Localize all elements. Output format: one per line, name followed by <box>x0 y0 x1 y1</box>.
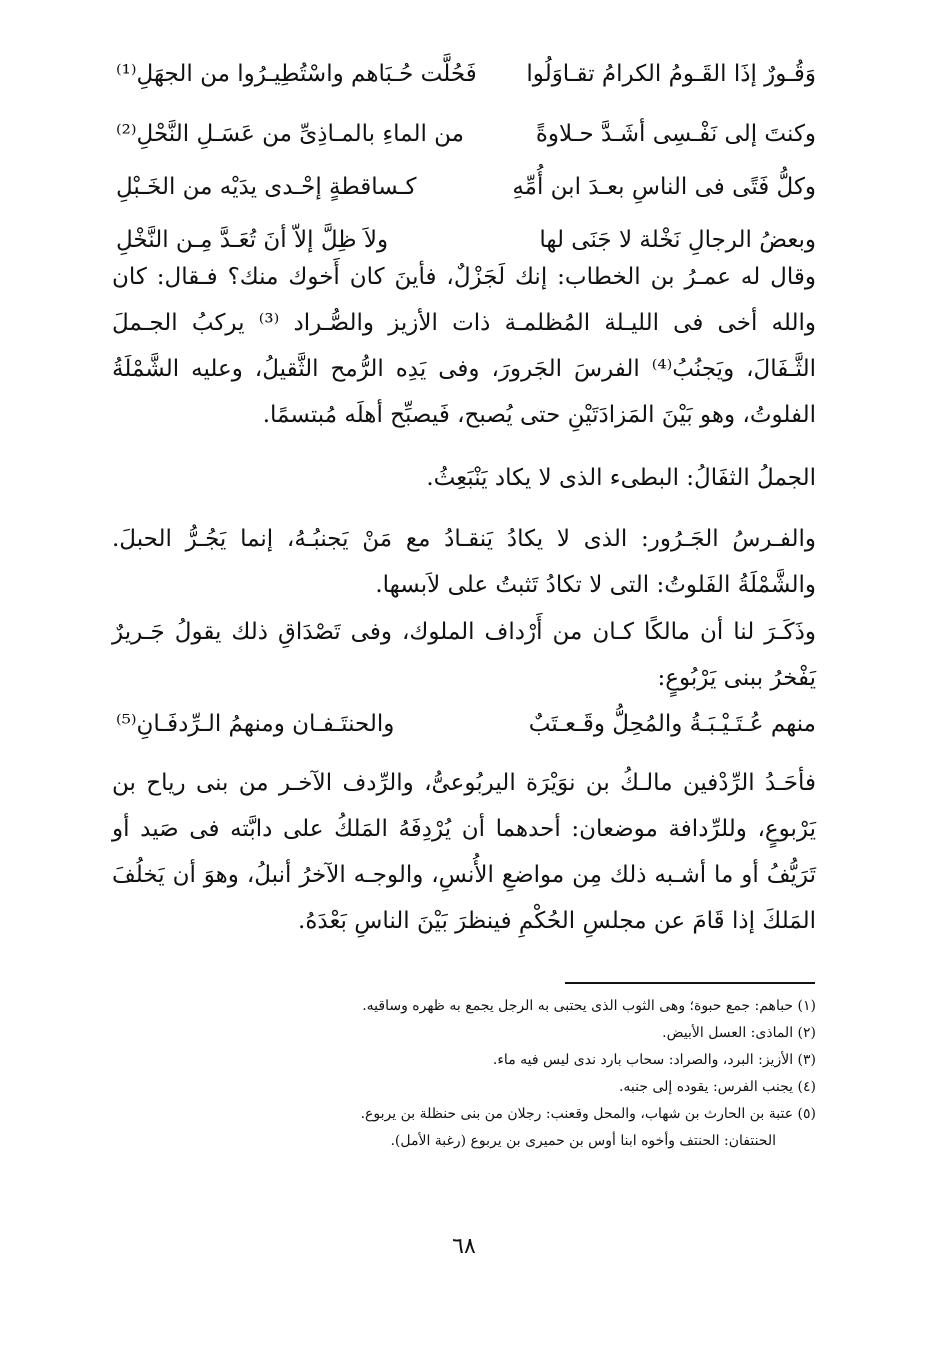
body-paragraph: وقال له عمـرُ بن الخطاب: إنك لَجَزْلٌ، فأينَ كان أَخوك منك؟ فـقال: كان والله أخى فى الليـلة المُظلمـة ذات الأزيز والصُّـراد ⁽³⁾ يركبُ الجـملَ الثَّـفَالَ، ويَجنُبُ⁽⁴⁾ الفرسَ الجَرورَ، وفى يَدِه الرُّمح الثَّقيلُ، وعليه الشَّمْلَةُ الفلوتُ، وهو بَيْنَ المَزادَتَيْنِ حتى يُصبح، فَيصبِّح أهلَه مُبتسمًا. <box>112 264 816 428</box>
page-number: ٦٨ <box>452 1234 476 1259</box>
verse-first-hemistich: وَقُـورٌ إذَا القَـومُ الكرامُ تقـاوَلُوا <box>526 61 816 87</box>
verse-line <box>116 165 816 209</box>
body-paragraph: والفـرسُ الجَـرُور: الذى لا يكادُ يَنقـادُ مع مَنْ يَجنبُـهُ، إنما يَجُـرُّ الحبلَ. والشَّمْلَةُ الفَلوتُ: التى لا تكادُ تَثبتُ على لاَبسها. <box>112 526 816 598</box>
verse-first-hemistich: وكلُّ فَتًى فى الناسِ بعـدَ ابن أُمِّهِ <box>512 174 816 200</box>
body-paragraph: وذَكَـرَ لنا أن مالكًا كـان من أَرْداف الملوك، وفى تَصْدَاقِ ذلك يقولُ جَـريرٌ يَفْخرُ ببنى يَرْبُوعٍ: <box>112 619 816 691</box>
verse-second-hemistich: والحنتَـفـان ومنهمُ الـرِّدفَـانِ⁽⁵⁾ <box>116 711 395 737</box>
verse-second-hemistich: ولاَ ظِلَّ إلاّ أنَ تُعَـدَّ مِـن النَّخْلِ <box>116 227 389 253</box>
footnote: (٥) عتبة بن الحارث بن شهاب، والمحل وقعنب: رجلان من بنى حنظلة بن يربوع. <box>360 1106 816 1122</box>
body-paragraph: فأحَـدُ الرِّدْفين مالـكُ بن نوَيْرَة اليربُوعىُّ، والرِّدف الآخـر من بنى رياح بن يَرْبوعٍ، وللرِّدافة موضعان: أحدهما أن يُرْدِفَهُ المَلكُ على دابَّته فى صَيد أو تَرَيُّفُ أو ما أشـبه ذلك مِن مواضعِ الأُنسِ، والوجـه الآخرُ أنبلُ، وهوَ أن يَخلُفَ المَلكَ إذا قَامَ عن مجلسِ الحُكْمِ فينظرَ بَيْنَ الناسِ بَعْدَهُ. <box>112 770 816 934</box>
footnote-continuation: الحنتفان: الحنتف وأخوه ابنا أوس بن حميرى بن يربوع (رغبة الأمل). <box>390 1133 776 1149</box>
footnotes <box>112 993 816 1155</box>
verse-line <box>116 52 816 96</box>
verse-line <box>116 112 816 156</box>
footnote: (١) حباهم: جمع حبوة؛ وهى الثوب الذى يحتبى به الرجل يجمع به ظهره وساقيه. <box>362 998 816 1014</box>
footnote: (٣) الأزيز: البرد، والصراد: سحاب بارد ندى ليس فيه ماء. <box>492 1052 816 1068</box>
verse-line <box>116 702 816 746</box>
verse-first-hemistich: وبعضُ الرجالِ نَخْلة لا جَنَى لها <box>539 227 816 253</box>
verse-first-hemistich: وكنتَ إلى نَفْـسِى أشَـدَّ حـلاوةً <box>535 121 816 147</box>
footnote-separator <box>565 982 815 984</box>
verse-second-hemistich: كـساقطةٍ إحْـدى يدَيْه من الخَـبْلِ <box>116 174 417 200</box>
verse-second-hemistich: من الماءِ بالمـاذِىِّ من عَسَـلِ النَّحْلِ⁽²⁾ <box>116 121 464 147</box>
verse-first-hemistich: منهم عُـتَـيْـبَـةُ والمُحِلُّ وقَـعـتَبٌ <box>528 711 816 737</box>
verse-second-hemistich: فَحُلَّت حُـبَاهم واسْتُطِيـرُوا من الجهَلِ⁽¹⁾ <box>116 61 477 87</box>
body-paragraph: الجملُ الثفَالُ: البطىء الذى لا يكاد يَنْبَعِثُ. <box>426 465 816 491</box>
footnote: (٢) الماذى: العسل الأبيض. <box>662 1025 816 1041</box>
footnote: (٤) يجنب الفرس: يقوده إلى جنبه. <box>618 1079 816 1095</box>
